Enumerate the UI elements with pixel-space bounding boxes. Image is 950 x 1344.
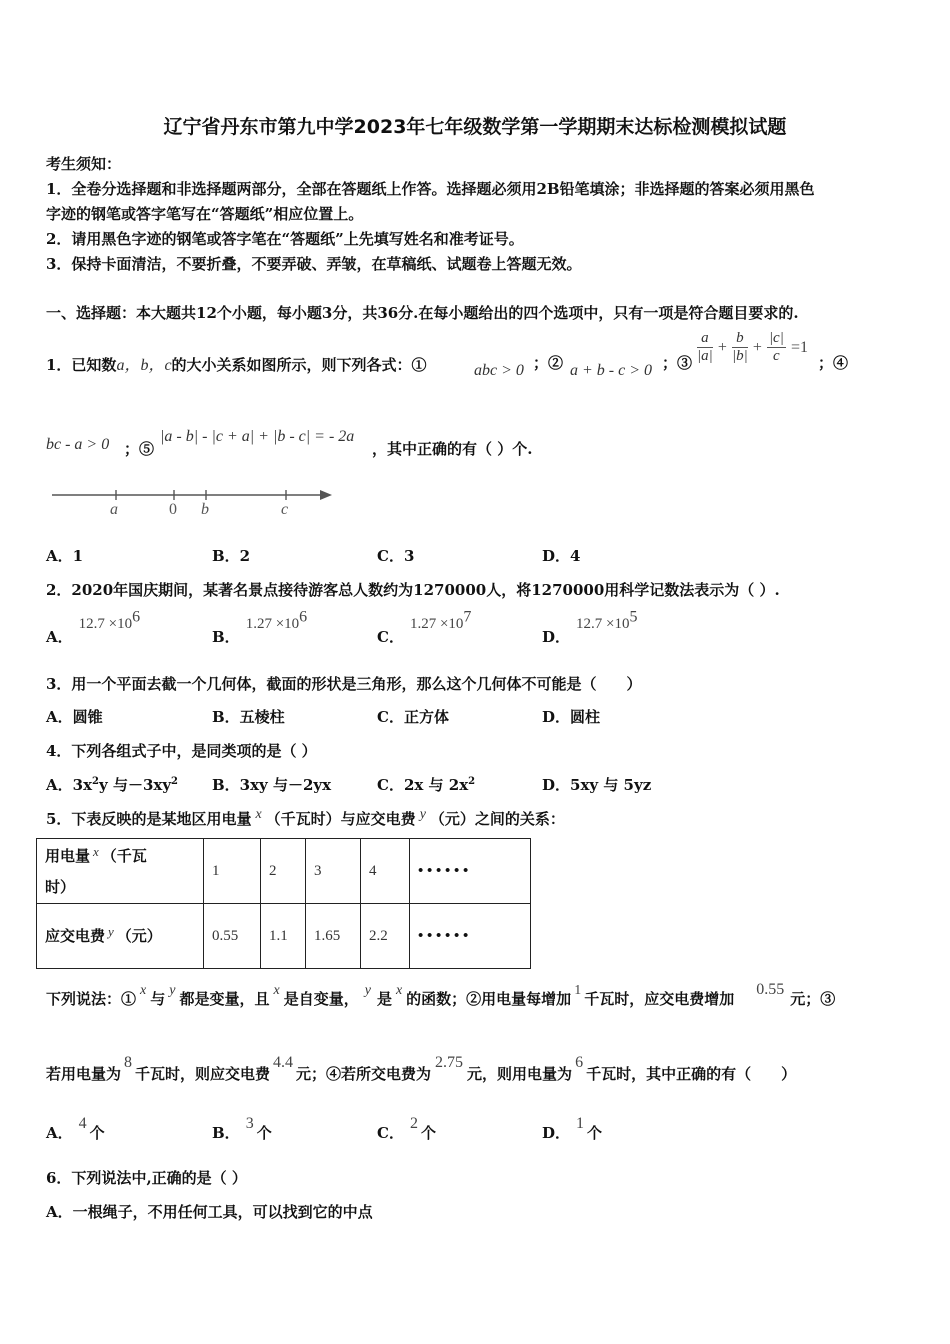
notice-line-3: 3．保持卡面清洁，不要折叠，不要弄破、弄皱，在草稿纸、试题卷上答题无效。	[46, 255, 582, 273]
q1-sep-4: ；④	[818, 354, 849, 372]
q4-option-a[interactable]: A．$3x^2y$ 与$-3xy^2$	[46, 776, 179, 794]
q3-option-a[interactable]: A．圆锥	[46, 708, 103, 726]
notice-line-2: 2．请用黑色字迹的钢笔或答字笔在“答题纸”上先填写姓名和准考证号。	[46, 230, 524, 248]
label-b: b	[201, 501, 209, 518]
notice-heading: 考生须知：	[46, 155, 122, 173]
q5-option-a[interactable]: A．4个	[46, 1115, 105, 1142]
q1-expr-2: a + b - c > 0	[570, 362, 653, 379]
label-a: a	[110, 501, 118, 518]
table-cell: 0.55	[204, 904, 261, 969]
number-line-arrow	[320, 490, 332, 500]
table-cell: • • • • • •	[410, 904, 531, 969]
table-row	[37, 904, 531, 969]
table-cell: 1.1	[261, 904, 306, 969]
q5-statements-line-1: 下列说法：① x 与 y 都是变量，且 x 是自变量， y 是 x 的函数；②用电量每增加 1 千瓦时，应交电费增加0.55元；③	[46, 981, 836, 1008]
q4-option-d[interactable]: D．5xy 与 5yz	[542, 776, 652, 794]
q1-option-b[interactable]: B．2	[212, 547, 251, 565]
q1-expr-3: $\frac{a}{|a|}$ + $\frac{b}{|b|}$ + $\frac{|c|}{c}$ =1	[697, 330, 808, 364]
table-cell: • • • • • •	[410, 839, 531, 904]
q1-sep-2: ；②	[533, 354, 564, 372]
q2-option-c[interactable]: C．$1.27 \times 10^7$	[377, 608, 472, 646]
q1-expr-1: abc > 0	[474, 362, 524, 379]
question-6-stem: 6．下列说法中,正确的是（ ）	[46, 1169, 247, 1187]
q3-option-d[interactable]: D．圆柱	[542, 708, 601, 726]
notice-line-1: 1．全卷分选择题和非选择题两部分，全部在答题纸上作答。选择题必须用2B铅笔填涂；非选择题的答案必须用黑色	[46, 180, 815, 198]
q1-option-d[interactable]: D．4	[542, 547, 581, 565]
fraction-a: $\frac{a}{|a|}$	[697, 330, 713, 364]
fraction-c: $\frac{|c|}{c}$	[768, 330, 784, 364]
q5-statements-line-2: 若用电量为8千瓦时，则应交电费4.4元；④若所交电费为2.75元，则用电量为6千瓦时，其中正确的有（ ）	[46, 1054, 797, 1083]
q3-option-c[interactable]: C．正方体	[377, 708, 449, 726]
q5-option-d[interactable]: D．1个	[542, 1115, 603, 1142]
label-0: 0	[169, 501, 177, 518]
section-heading: 一、选择题：本大题共12个小题，每小题3分，共36分.在每小题给出的四个选项中，只有一项是符合题目要求的.	[46, 304, 799, 322]
table-row	[37, 839, 531, 904]
table-cell: 1	[204, 839, 261, 904]
q5-option-b[interactable]: B．3个	[212, 1115, 272, 1142]
table-cell: 2	[261, 839, 306, 904]
q5-option-c[interactable]: C．2个	[377, 1115, 436, 1142]
q1-expr-5: |a - b| - |c + a| + |b - c| = - 2a	[160, 428, 355, 445]
question-3-stem: 3．用一个平面去截一个几何体，截面的形状是三角形，那么这个几何体不可能是（ ）	[46, 675, 642, 693]
q4-option-c[interactable]: C．2x 与 $2x^2$	[377, 776, 476, 794]
label-c: c	[281, 501, 289, 518]
q1-sep-3: ；③	[662, 354, 693, 372]
table-cell: 4	[361, 839, 410, 904]
q1-expr-4: bc - a > 0	[46, 436, 110, 453]
table-cell: 3	[306, 839, 361, 904]
question-5-stem: 5．下表反映的是某地区用电量 x （千瓦时）与应交电费 y （元）之间的关系：	[46, 807, 565, 828]
table-row-label: 用电量 x （千瓦 时）	[37, 839, 204, 904]
q2-option-d[interactable]: D．$12.7 \times 10^5$	[542, 608, 638, 646]
table-cell: 2.2	[361, 904, 410, 969]
q3-option-b[interactable]: B．五棱柱	[212, 708, 285, 726]
q1-sep-5: ；⑤	[124, 440, 155, 458]
notice-line-1b: 字迹的钢笔或答字笔写在“答题纸”相应位置上。	[46, 205, 364, 223]
q1-tail: ，其中正确的有（ ）个.	[372, 440, 533, 458]
question-4-stem: 4．下列各组式子中，是同类项的是（ ）	[46, 742, 317, 760]
number-line	[46, 480, 346, 520]
table-cell: 1.65	[306, 904, 361, 969]
q4-option-b[interactable]: B．3xy 与－2yx	[212, 776, 332, 794]
q1-option-c[interactable]: C．3	[377, 547, 415, 565]
q2-option-a[interactable]: A．$12.7 \times 10^6$	[46, 608, 141, 646]
fraction-b: $\frac{b}{|b|}$	[731, 330, 748, 364]
question-2-stem: 2．2020年国庆期间，某著名景点接待游客总人数约为1270000人，将1270000用科学记数法表示为（ ）.	[46, 581, 780, 599]
q5-table	[36, 838, 531, 969]
table-row-label: 应交电费 y （元）	[37, 904, 204, 969]
q1-option-a[interactable]: A．1	[46, 547, 84, 565]
page-title: 辽宁省丹东市第九中学2023年七年级数学第一学期期末达标检测模拟试题	[163, 116, 787, 138]
question-1-stem: 1．已知数a，b，c的大小关系如图所示，则下列各式：①	[46, 356, 427, 374]
q2-option-b[interactable]: B．$1.27 \times 10^6$	[212, 608, 308, 646]
q6-option-a[interactable]: A．一根绳子，不用任何工具，可以找到它的中点	[46, 1203, 373, 1221]
